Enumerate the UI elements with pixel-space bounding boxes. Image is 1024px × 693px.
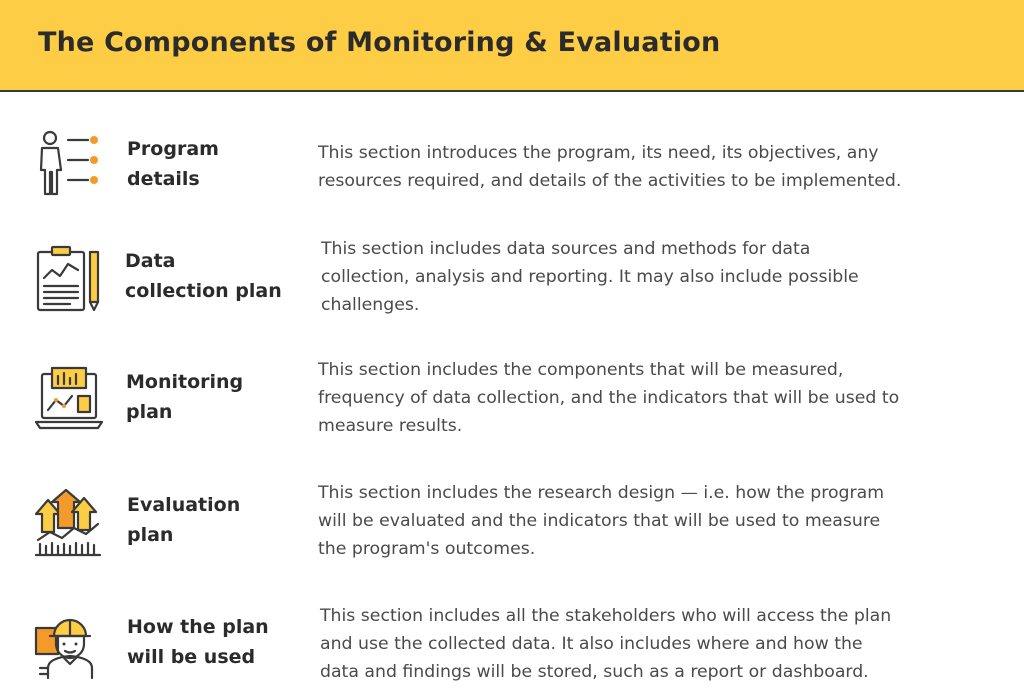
component-description: This section includes data sources and methods for data collection, analysis and reporting. It may also include possible challenges. [321, 239, 859, 315]
component-description: This section includes all the stakeholders who will access the plan and use the collected data. It also includes where and how the data and findings will be stored, such as a report or dashboard. [320, 606, 892, 682]
component-label: Evaluation plan [127, 494, 241, 546]
page-title: The Components of Monitoring & Evaluation [38, 27, 721, 58]
component-label: Monitoring plan [126, 371, 244, 423]
component-description: This section includes the research design — i.e. how the program will be evaluated and the indicators that will be used to measure the program's outcomes. [318, 483, 885, 559]
page-header [0, 0, 1024, 92]
component-description: This section introduces the program, its need, its objectives, any resources required, and details of the activities to be implemented. [318, 143, 902, 191]
component-description: This section includes the components that will be measured, frequency of data collection, and the indicators that will be used to measure results. [318, 360, 900, 436]
engineer-helmet-icon [34, 610, 104, 680]
laptop-dashboard-icon [34, 364, 104, 434]
component-label: Data collection plan [125, 250, 282, 302]
growth-arrows-icon [34, 488, 104, 558]
component-label: How the plan will be used [127, 616, 269, 668]
person-checklist-icon [34, 128, 104, 198]
clipboard-chart-pencil-icon [34, 244, 104, 314]
component-label: Program details [127, 138, 219, 190]
